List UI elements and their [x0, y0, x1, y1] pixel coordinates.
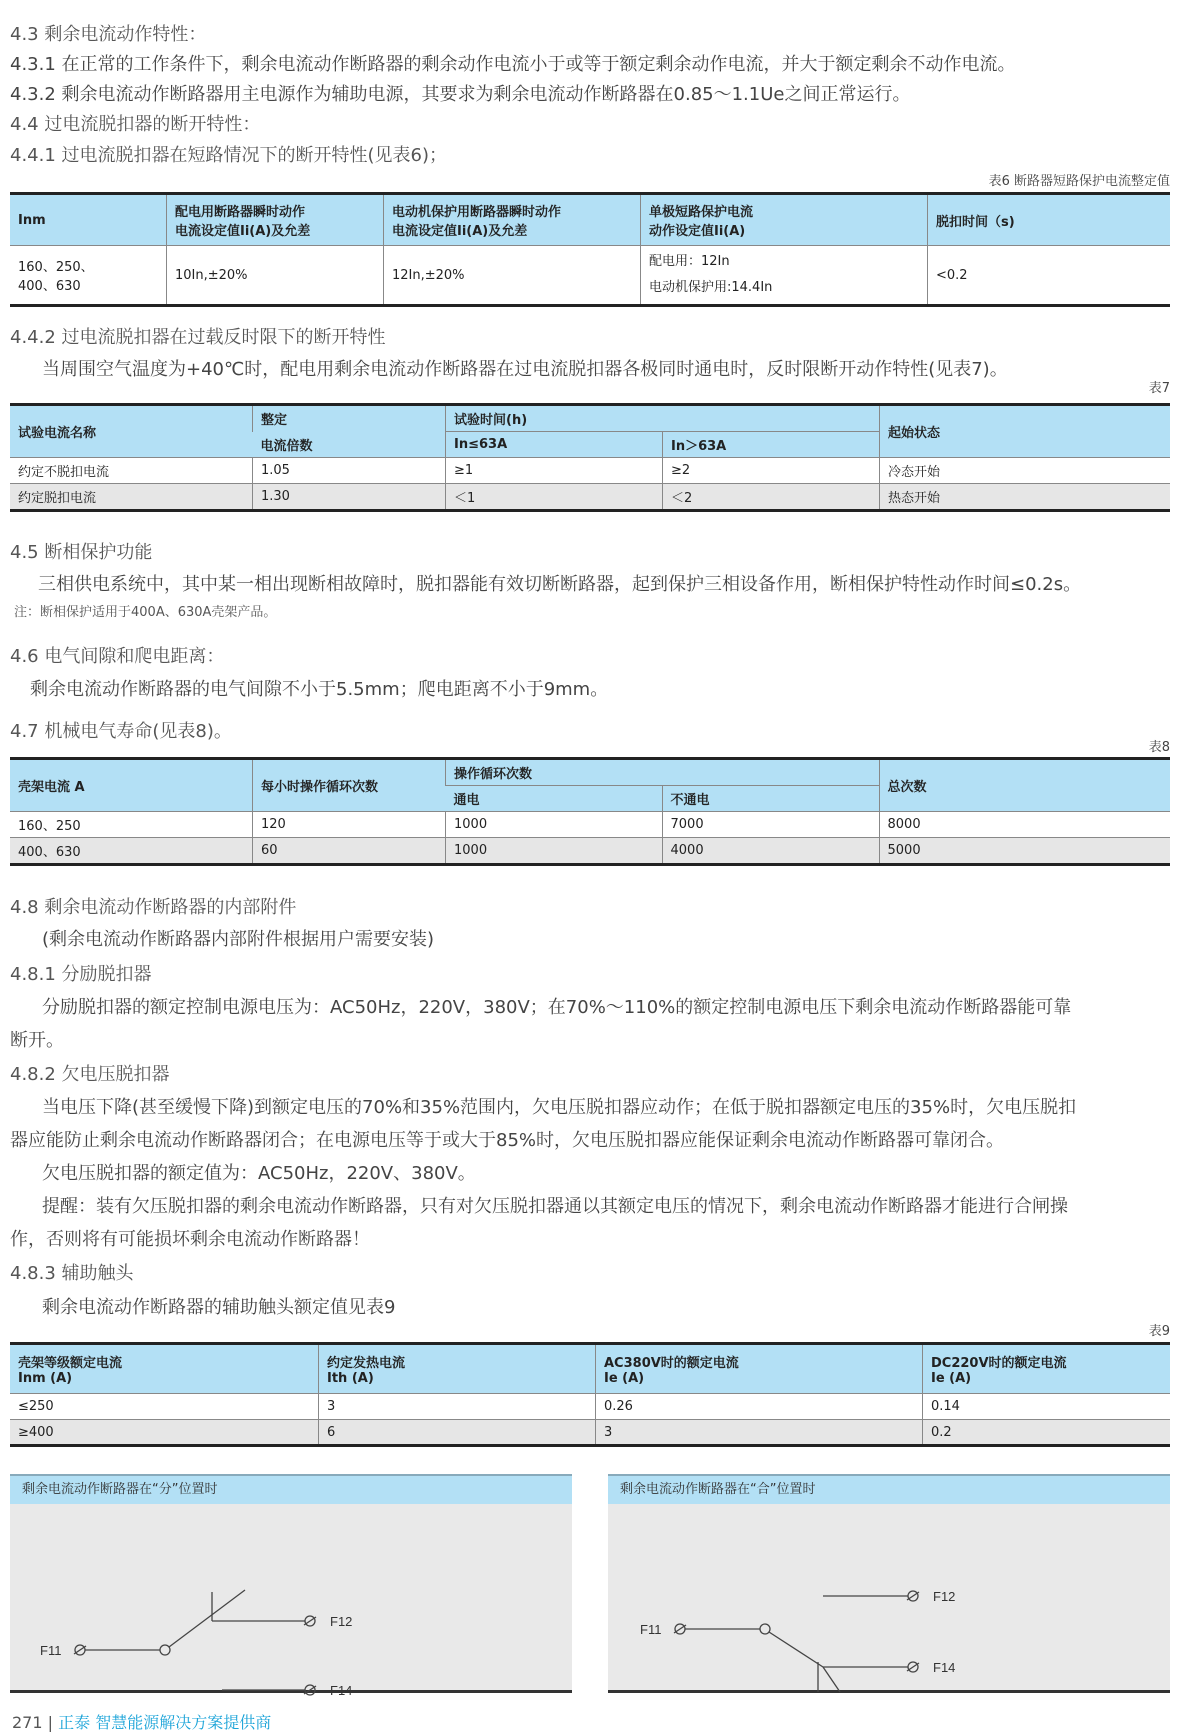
table7-cell: ＜2: [663, 484, 880, 511]
table9-cell: 0.26: [596, 1394, 923, 1420]
para-4-8-1-line1: 分励脱扣器的额定控制电源电压为：AC50Hz，220V，380V；在70%～110%的额定控制电源电压下剩余电流动作断路器能可靠: [42, 997, 1072, 1018]
table8-header-total: 总次数: [879, 759, 1170, 812]
heading-4-8-2: 4.8.2 欠电压脱扣器: [10, 1064, 170, 1085]
heading-4-3: 4.3 剩余电流动作特性：: [10, 24, 207, 45]
para-4-8: (剩余电流动作断路器内部附件根据用户需要安装): [42, 929, 435, 950]
table7-cell: ＜1: [446, 484, 663, 511]
table6-header-single-pole: 单极短路保护电流 动作设定值Ii(A): [641, 194, 928, 246]
label-f12: F12: [933, 1589, 956, 1604]
heading-4-4-1: 4.4.1 过电流脱扣器在短路情况下的断开特性(见表6)；: [10, 145, 448, 166]
table7-cell: ≥1: [446, 458, 663, 484]
heading-4-7: 4.7 机械电气寿命(见表8)。: [10, 721, 232, 742]
table8-header-frame-current: 壳架电流 A: [10, 759, 253, 812]
table9-cell: 3: [596, 1420, 923, 1446]
table7-header-initial-state: 起始状态: [880, 405, 1171, 458]
table7-header-setting-a: 整定: [253, 405, 446, 432]
contact-diagram-open: [10, 1504, 572, 1698]
table6-cell: 配电用：12In 电动机保护用:14.4In: [641, 246, 928, 306]
para-4-8-2-line3: 欠电压脱扣器的额定值为：AC50Hz，220V、380V。: [42, 1163, 476, 1184]
table6: [10, 192, 1170, 307]
table9-header-dc220: DC220V时的额定电流 Ie (A): [923, 1344, 1171, 1394]
table6-cell: <0.2: [928, 246, 1171, 306]
table7-cell: 1.05: [253, 458, 446, 484]
diagram-closed-position: [608, 1474, 1170, 1693]
note-4-5: 注：断相保护适用于400A、630A壳架产品。: [14, 605, 277, 620]
para-4-8-3: 剩余电流动作断路器的辅助触头额定值见表9: [42, 1297, 396, 1318]
table7-cell: 冷态开始: [880, 458, 1171, 484]
table-row: [10, 484, 1170, 511]
heading-4-8-3: 4.8.3 辅助触头: [10, 1263, 134, 1284]
label-f11: F11: [640, 1622, 662, 1637]
table7-cell: 约定不脱扣电流: [10, 458, 253, 484]
label-f14: F14: [933, 1660, 956, 1675]
diagram-open-position: [10, 1474, 572, 1698]
table8: [10, 757, 1170, 866]
table8-cell: 1000: [446, 812, 663, 838]
table9-header-frame-rated-current: 壳架等级额定电流 Inm (A): [10, 1344, 319, 1394]
table8-header-not-energized: 不通电: [662, 786, 879, 812]
table9-cell: ≤250: [10, 1394, 319, 1420]
table-row: [10, 458, 1170, 484]
para-4-8-2-line4: 提醒：装有欠压脱扣器的剩余电流动作断路器，只有对欠压脱扣器通以其额定电压的情况下，剩余电流动作断路器才能进行合闸操: [42, 1196, 1068, 1217]
table7-header-gt63: In＞63A: [663, 432, 880, 458]
table8-cell: 400、630: [10, 838, 253, 865]
table8-cell: 4000: [662, 838, 879, 865]
para-4-8-2-line2: 器应能防止剩余电流动作断路器闭合；在电源电压等于或大于85%时，欠电压脱扣器应能保证剩余电流动作断路器可靠闭合。: [10, 1130, 1005, 1151]
table9-cell: 0.2: [923, 1420, 1171, 1446]
table9: [10, 1342, 1170, 1447]
table9-header-ac380: AC380V时的额定电流 Ie (A): [596, 1344, 923, 1394]
contact-diagram-closed: [608, 1504, 1170, 1690]
label-f12: F12: [330, 1614, 353, 1629]
table6-header-trip-time: 脱扣时间（s): [928, 194, 1171, 246]
table7-cell: 约定脱扣电流: [10, 484, 253, 511]
table8-header-cycles-per-hour: 每小时操作循环次数: [253, 759, 446, 812]
footer-separator: |: [47, 1713, 59, 1732]
table-row: [10, 1394, 1170, 1420]
page-footer: [12, 1710, 271, 1733]
table7-header-setting-b: 电流倍数: [253, 432, 446, 458]
table8-cell: 160、250: [10, 812, 253, 838]
table-row: [10, 246, 1170, 306]
table7-header-name: 试验电流名称: [10, 405, 253, 458]
para-4-3-1: 4.3.1 在正常的工作条件下，剩余电流动作断路器的剩余动作电流小于或等于额定剩余动作电流，并大于额定剩余不动作电流。: [10, 54, 1016, 75]
table8-cell: 8000: [879, 812, 1170, 838]
table7-caption: 表7: [1148, 381, 1170, 396]
table8-cell: 1000: [446, 838, 663, 865]
table9-cell: ≥400: [10, 1420, 319, 1446]
para-4-8-2-line1: 当电压下降(甚至缓慢下降)到额定电压的70%和35%范围内，欠电压脱扣器应动作；在低于脱扣器额定电压的35%时，欠电压脱扣: [42, 1097, 1077, 1118]
table-row: [10, 812, 1170, 838]
diagram-open-title: 剩余电流动作断路器在“分”位置时: [10, 1474, 572, 1504]
para-4-8-2-line5: 作，否则将有可能损坏剩余电流动作断路器！: [10, 1229, 370, 1250]
table8-header-energized: 通电: [446, 786, 663, 812]
heading-4-6: 4.6 电气间隙和爬电距离：: [10, 646, 225, 667]
table7-cell: 1.30: [253, 484, 446, 511]
label-f11: F11: [40, 1643, 62, 1658]
table8-cell: 60: [253, 838, 446, 865]
table8-header-operation-cycles: 操作循环次数: [446, 759, 880, 786]
table6-cell: 160、250、 400、630: [10, 246, 167, 306]
footer-brand-text: 正泰 智慧能源解决方案提供商: [58, 1713, 272, 1732]
table9-header-thermal-current: 约定发热电流 Ith (A): [319, 1344, 596, 1394]
table-row: [10, 838, 1170, 865]
table8-cell: 7000: [662, 812, 879, 838]
table-row: [10, 1420, 1170, 1446]
table6-header-motor: 电动机保护用断路器瞬时动作 电流设定值Ii(A)及允差: [384, 194, 641, 246]
table9-cell: 6: [319, 1420, 596, 1446]
table8-caption: 表8: [1148, 740, 1170, 755]
table6-header-distribution: 配电用断路器瞬时动作 电流设定值Ii(A)及允差: [167, 194, 384, 246]
heading-4-4: 4.4 过电流脱扣器的断开特性：: [10, 114, 261, 135]
para-4-4-2: 当周围空气温度为+40℃时，配电用剩余电流动作断路器在过电流脱扣器各极同时通电时，反时限断开动作特性(见表7)。: [42, 359, 1008, 380]
para-4-3-2: 4.3.2 剩余电流动作断路器用主电源作为辅助电源，其要求为剩余电流动作断路器在0.85～1.1Ue之间正常运行。: [10, 84, 911, 105]
table7-header-le63: In≤63A: [446, 432, 663, 458]
table7-header-test-time: 试验时间(h): [446, 405, 880, 432]
table9-cell: 0.14: [923, 1394, 1171, 1420]
table7-cell: ≥2: [663, 458, 880, 484]
heading-4-5: 4.5 断相保护功能: [10, 542, 153, 563]
table6-cell: 12In,±20%: [384, 246, 641, 306]
table8-cell: 5000: [879, 838, 1170, 865]
heading-4-4-2: 4.4.2 过电流脱扣器在过载反时限下的断开特性: [10, 327, 386, 348]
label-f14: F14: [330, 1683, 353, 1698]
table9-cell: 3: [319, 1394, 596, 1420]
table8-cell: 120: [253, 812, 446, 838]
table9-caption: 表9: [1148, 1324, 1170, 1339]
para-4-8-1-line2: 断开。: [10, 1030, 64, 1051]
table6-cell: 10In,±20%: [167, 246, 384, 306]
para-4-5: 三相供电系统中，其中某一相出现断相故障时，脱扣器能有效切断断路器，起到保护三相设备作用，断相保护特性动作时间≤0.2s。: [38, 574, 1082, 595]
heading-4-8: 4.8 剩余电流动作断路器的内部附件: [10, 897, 297, 918]
para-4-6: 剩余电流动作断路器的电气间隙不小于5.5mm；爬电距离不小于9mm。: [30, 679, 609, 700]
page-number: 271: [12, 1713, 43, 1732]
table7-cell: 热态开始: [880, 484, 1171, 511]
table7: [10, 403, 1170, 512]
diagram-closed-title: 剩余电流动作断路器在“合”位置时: [608, 1474, 1170, 1504]
table6-header-inm: Inm: [10, 194, 167, 246]
heading-4-8-1: 4.8.1 分励脱扣器: [10, 964, 152, 985]
table6-caption: 表6 断路器短路保护电流整定值: [988, 174, 1170, 189]
